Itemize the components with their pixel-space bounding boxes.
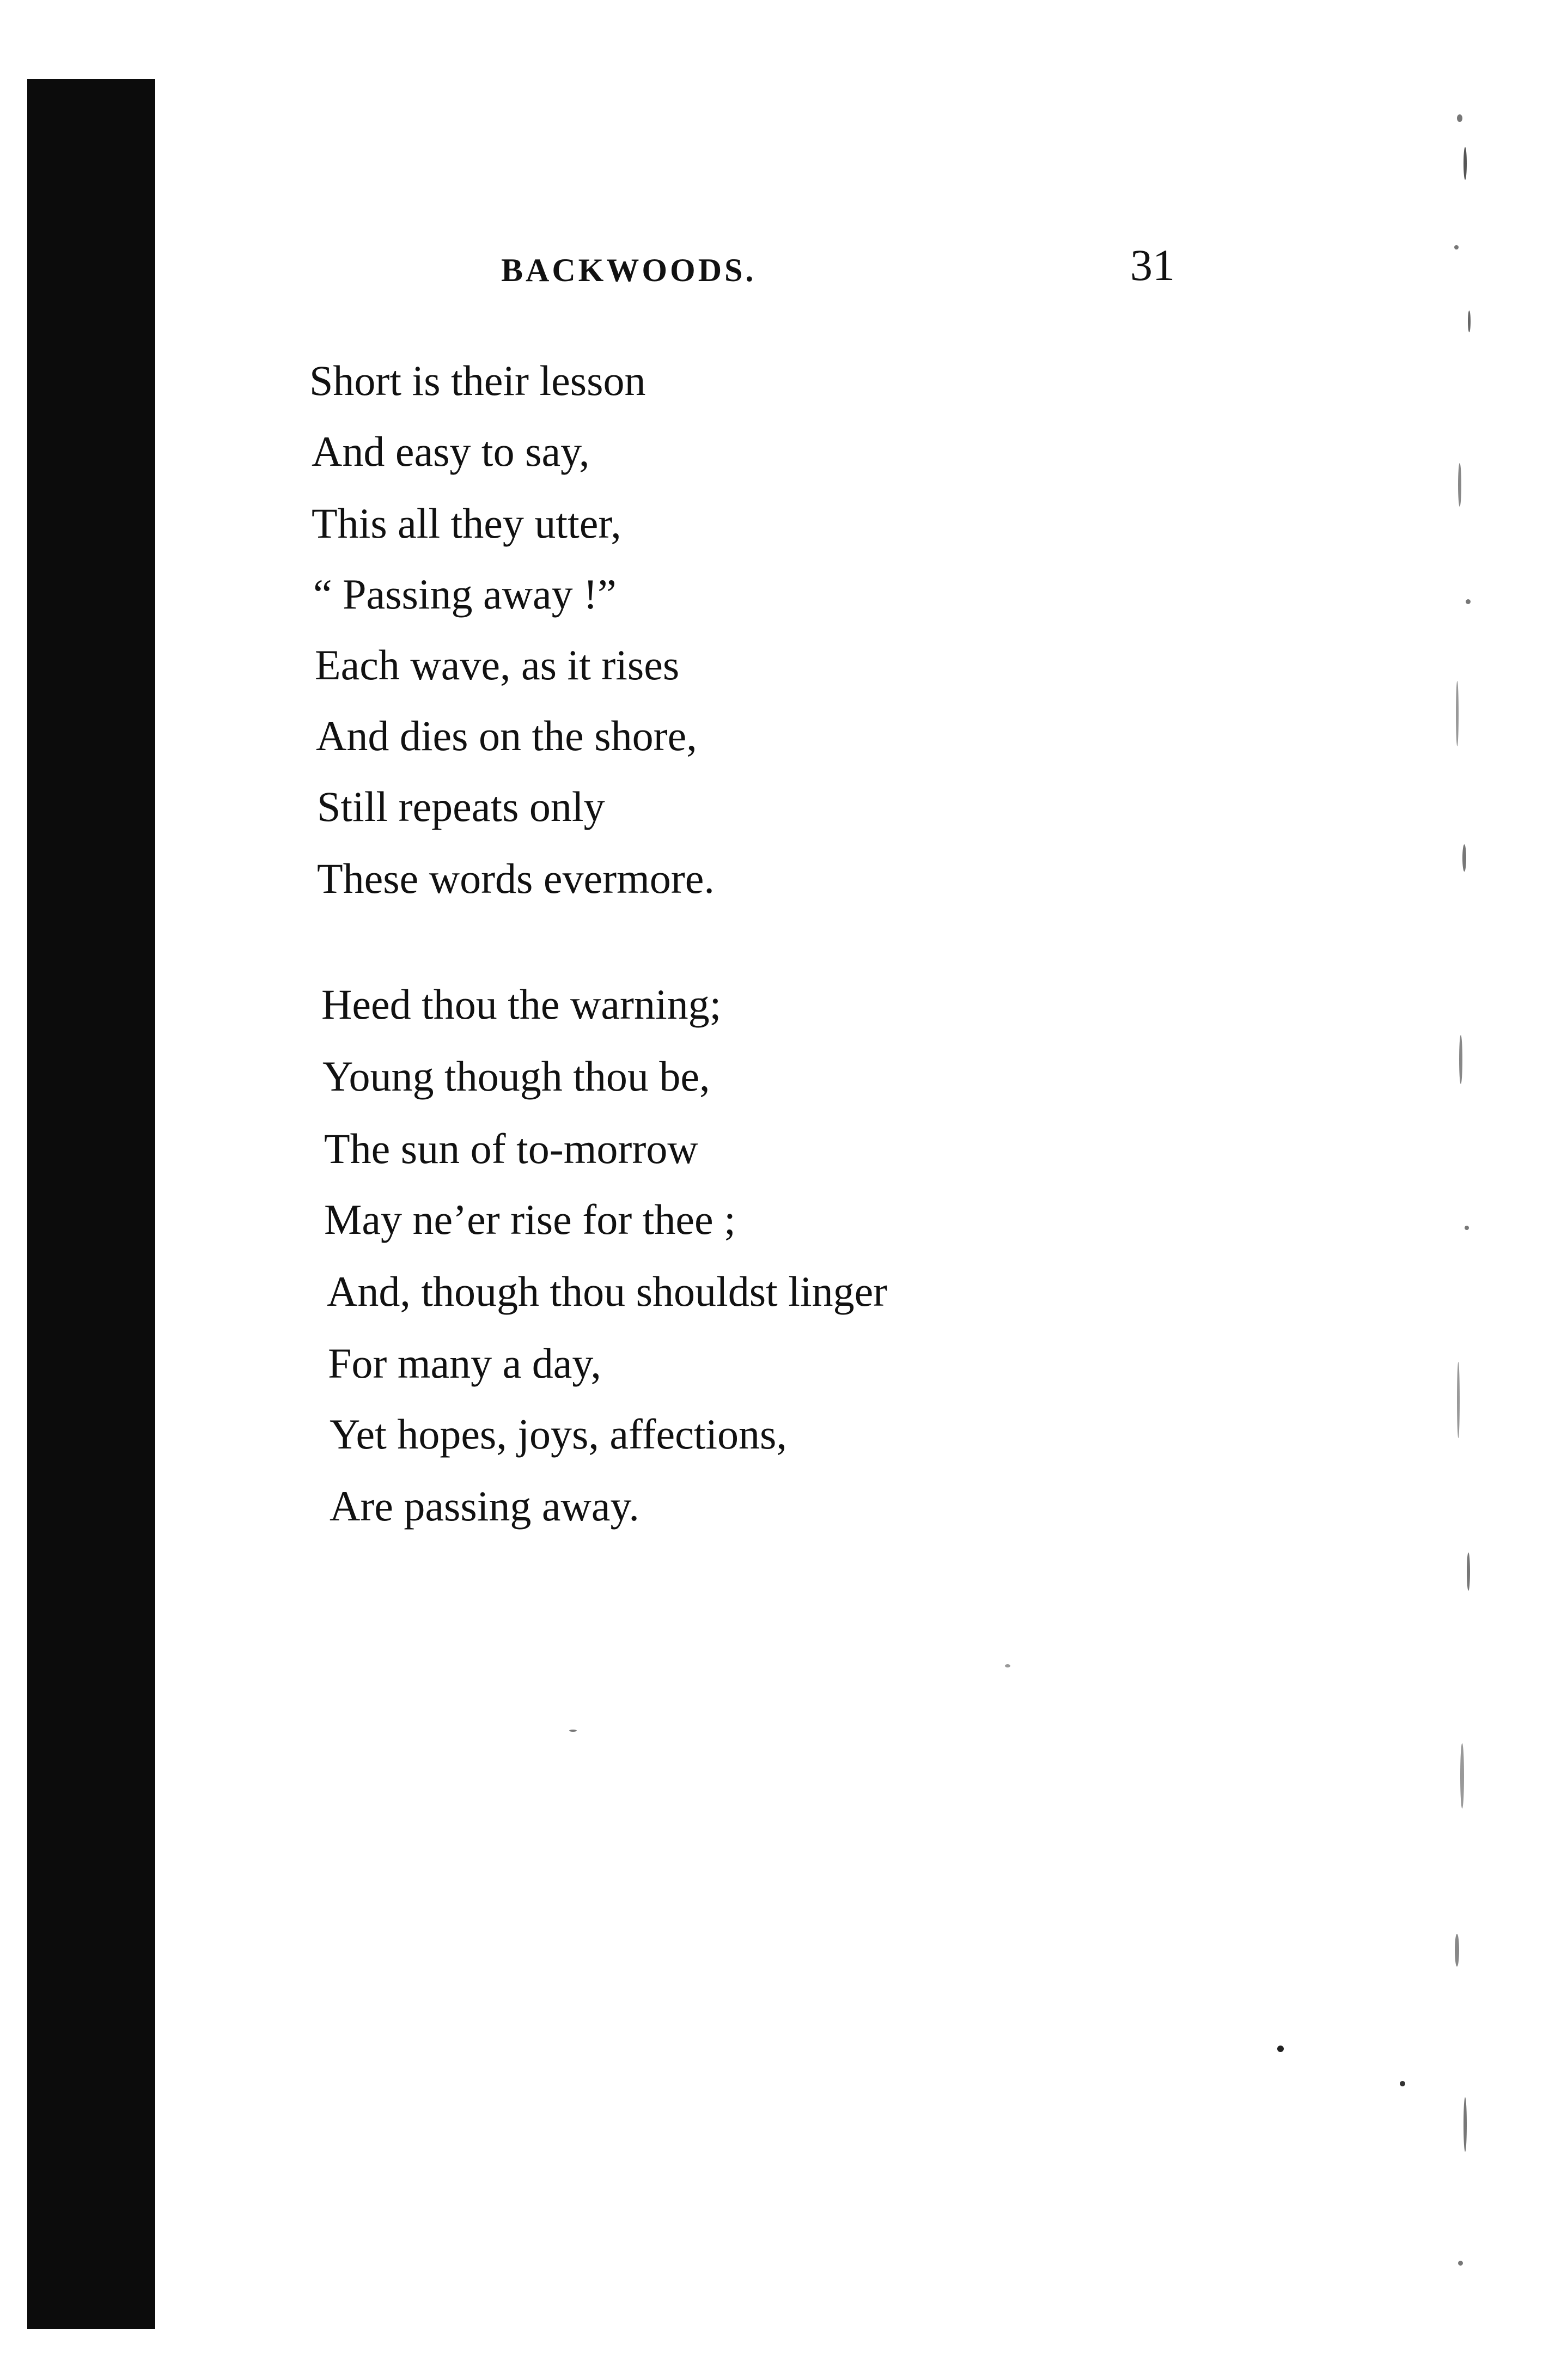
poem-line: May ne’er rise for thee ; [324,1196,736,1243]
ink-speck [1277,2046,1284,2052]
ink-speck [569,1730,577,1732]
poem-line: The sun of to-morrow [324,1125,698,1172]
poem-line: For many a day, [328,1340,601,1387]
poem-line: Yet hopes, joys, affections, [330,1410,787,1458]
page-edge-speckles [1452,82,1517,2342]
ink-speck [1005,1664,1010,1667]
poem-line: Heed thou the warning; [321,981,722,1028]
poem-line: Short is their lesson [309,357,646,404]
poem-line: And, though thou shouldst linger [327,1268,888,1315]
running-head: BACKWOODS. [501,252,757,288]
poem-line: These words evermore. [317,855,715,902]
poem-line: Each wave, as it rises [315,641,680,689]
poem-line: And easy to say, [312,428,590,475]
page-number: 31 [1130,240,1175,290]
poem-line: Are passing away. [330,1482,639,1530]
book-binding-edge [27,79,155,2329]
poem-line: Still repeats only [317,783,605,830]
ink-speck [1400,2081,1405,2086]
poem-line: Young though thou be, [322,1052,710,1100]
poem-line: This all they utter, [312,500,621,547]
poem-line: “ Passing away !” [313,570,617,618]
poem-line: And dies on the shore, [316,712,697,759]
